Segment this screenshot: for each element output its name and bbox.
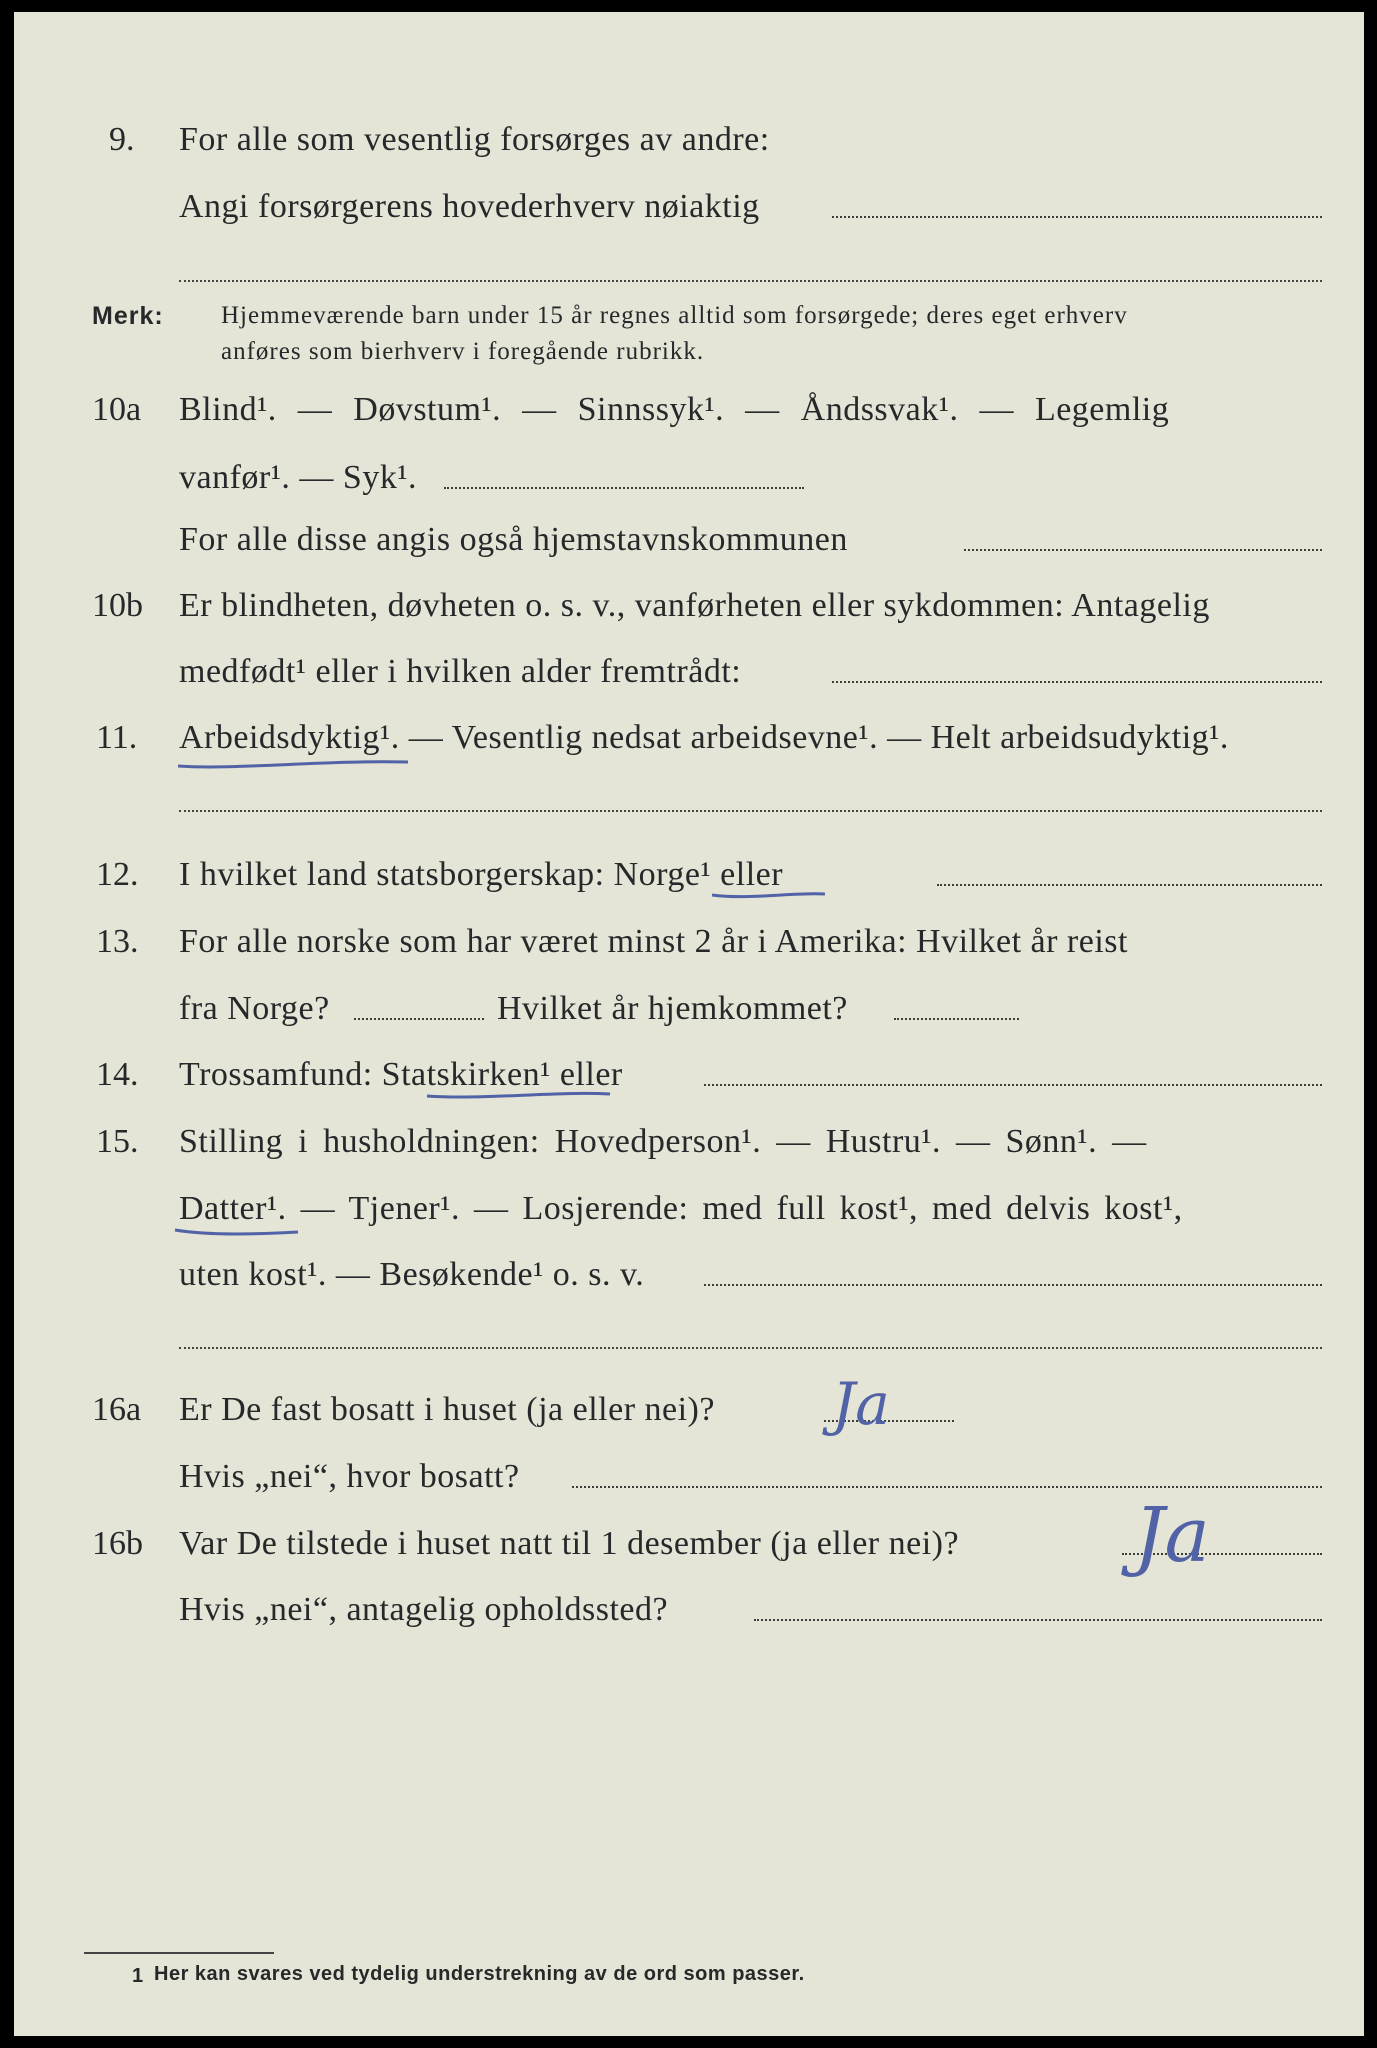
- q13-text-line2b: Hvilket år hjemkommet?: [497, 990, 848, 1027]
- q16b-number: 16b: [92, 1525, 143, 1562]
- q9-number: 9.: [109, 121, 135, 158]
- q16b-handwritten-answer: Ja: [1134, 1490, 1210, 1579]
- q9-answer-line-2[interactable]: [179, 280, 1322, 282]
- q15-text-line1: Stilling i husholdningen: Hovedperson¹. — Hustru¹. — Sønn¹. —: [179, 1123, 1147, 1160]
- q10b-number: 10b: [92, 587, 143, 624]
- q15-text-line3: uten kost¹. — Besøkende¹ o. s. v.: [179, 1256, 645, 1293]
- q11-number: 11.: [96, 719, 138, 756]
- q16a-number: 16a: [92, 1391, 142, 1428]
- q9-answer-line[interactable]: [832, 216, 1322, 218]
- q12-text: I hvilket land statsborgerskap: Norge¹ eller: [179, 856, 784, 893]
- q11-answer-line[interactable]: [179, 810, 1322, 812]
- q14-number: 14.: [96, 1056, 139, 1093]
- q10a-text-line3: For alle disse angis også hjemstavnskommunen: [179, 521, 848, 558]
- q10a-text-line1: Blind¹. — Døvstum¹. — Sinnssyk¹. — Åndssvak¹. — Legemlig: [179, 391, 1170, 428]
- q10b-text-line1: Er blindheten, døvheten o. s. v., vanførheten eller sykdommen: Antagelig: [179, 587, 1210, 624]
- q15-answer-line[interactable]: [704, 1284, 1322, 1286]
- q15-number: 15.: [96, 1123, 139, 1160]
- q16a-text-line1: Er De fast bosatt i huset (ja eller nei)?: [179, 1391, 715, 1428]
- q10a-syk-answer-line[interactable]: [444, 487, 804, 489]
- q15-text-line2: Datter¹. — Tjener¹. — Losjerende: med full kost¹, med delvis kost¹,: [179, 1190, 1183, 1227]
- q10a-text-line2: vanfør¹. — Syk¹.: [179, 459, 418, 496]
- q12-answer-line[interactable]: [937, 884, 1322, 886]
- footnote-rule: [84, 1952, 274, 1954]
- q16b-opholdssted-answer-line[interactable]: [754, 1619, 1322, 1621]
- q13-number: 13.: [96, 923, 139, 960]
- q10a-hjemstavn-answer-line[interactable]: [964, 549, 1322, 551]
- q11-handwritten-underline: [174, 754, 414, 774]
- q15-answer-line-2[interactable]: [179, 1347, 1322, 1349]
- q10a-number: 10a: [92, 391, 142, 428]
- q12-number: 12.: [96, 856, 139, 893]
- q16b-text-line1: Var De tilstede i huset natt til 1 desember (ja eller nei)?: [179, 1525, 960, 1562]
- q16a-bosatt-answer-line[interactable]: [572, 1486, 1322, 1488]
- q16a-handwritten-answer: Ja: [832, 1370, 890, 1438]
- merk-label: Merk:: [92, 302, 164, 330]
- q9-text-line2: Angi forsørgerens hovederhverv nøiaktig: [179, 188, 760, 225]
- q13-reist-answer-line[interactable]: [354, 1018, 484, 1020]
- q9-text-line1: For alle som vesentlig forsørges av andre:: [179, 121, 770, 158]
- q10b-text-line2: medfødt¹ eller i hvilken alder fremtrådt:: [179, 653, 742, 690]
- q10b-answer-line[interactable]: [832, 681, 1322, 683]
- merk-text-line1: Hjemmeværende barn under 15 år regnes alltid som forsørgede; deres eget erhverv: [221, 302, 1128, 329]
- census-form-page: [14, 12, 1364, 2036]
- q13-text-line2a: fra Norge?: [179, 990, 330, 1027]
- footnote-text: Her kan svares ved tydelig understrekning av de ord som passer.: [154, 1963, 805, 1985]
- q12-handwritten-underline: [709, 886, 829, 904]
- q14-text: Trossamfund: Statskirken¹ eller: [179, 1056, 623, 1093]
- q13-text-line1: For alle norske som har været minst 2 år i Amerika: Hvilket år reist: [179, 923, 1128, 960]
- q11-text: Arbeidsdyktig¹. — Vesentlig nedsat arbeidsevne¹. — Helt arbeidsudyktig¹.: [179, 719, 1229, 756]
- q14-answer-line[interactable]: [704, 1084, 1322, 1086]
- q13-hjemkommet-answer-line[interactable]: [894, 1018, 1019, 1020]
- merk-text-line2: anføres som bierhverv i foregående rubrikk.: [221, 338, 705, 365]
- footnote-marker: 1: [132, 1965, 144, 1987]
- q15-handwritten-underline: [172, 1220, 302, 1242]
- q14-handwritten-underline: [424, 1086, 614, 1104]
- q16a-text-line2: Hvis „nei“, hvor bosatt?: [179, 1458, 520, 1495]
- q16b-text-line2: Hvis „nei“, antagelig opholdssted?: [179, 1591, 669, 1628]
